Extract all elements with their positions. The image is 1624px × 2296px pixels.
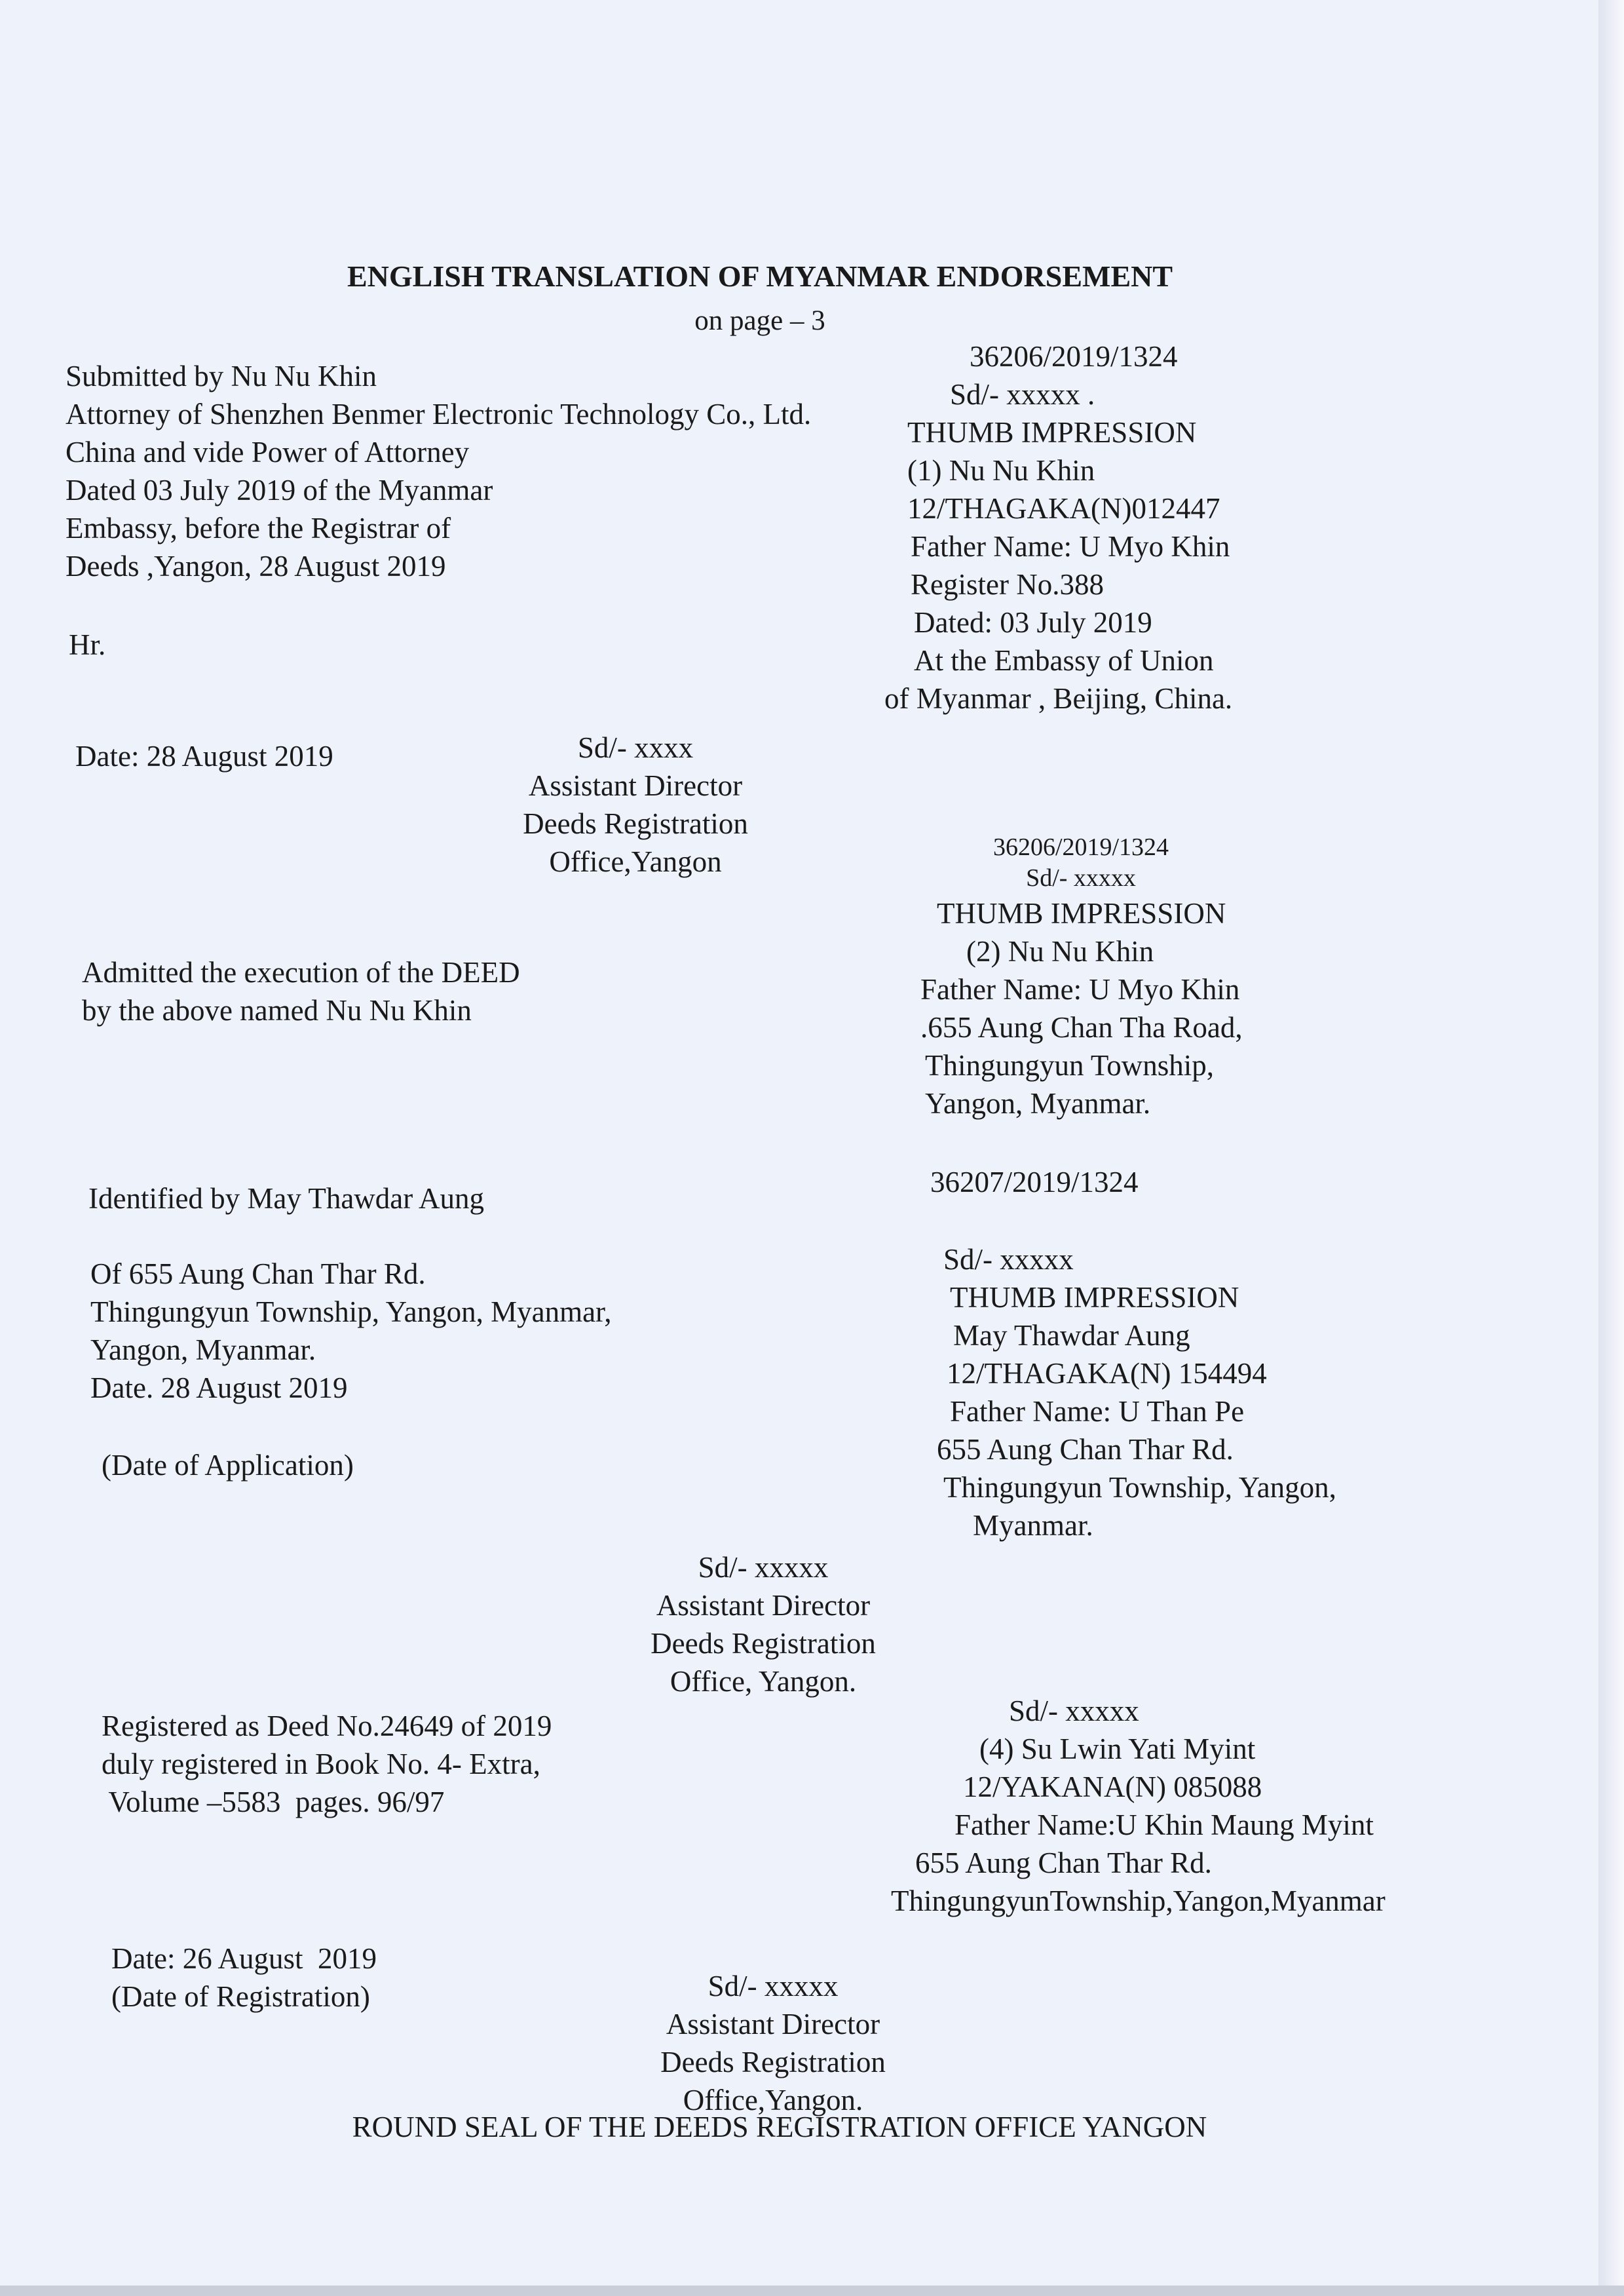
address-line: Date. 28 August 2019 [90,1371,348,1404]
thumb-line: Myanmar. [973,1509,1093,1542]
thumb-number: 36207/2019/1324 [930,1166,1139,1198]
address-line: Thingungyun Township, Yangon, Myanmar, [90,1295,612,1328]
admitted-line: by the above named Nu Nu Khin [82,994,472,1027]
thumb-line: (1) Nu Nu Khin [907,454,1095,487]
officer-signature-1 [485,729,786,881]
officer-line: Sd/- xxxx [577,731,694,764]
submission-line: Deeds ,Yangon, 28 August 2019 [66,550,446,583]
thumb-line: Dated: 03 July 2019 [914,606,1152,639]
officer-line: Assistant Director [528,769,743,802]
thumb-header-line: 36206/2019/1324 [992,833,1169,861]
registration-line: Date: 26 August 2019 [111,1942,377,1975]
thumb-header-line: Sd/- xxxxx [1026,864,1136,892]
thumb-line: Father Name:U Khin Maung Myint [954,1808,1374,1841]
thumb-line: Yangon, Myanmar. [925,1087,1151,1120]
admitted-line: Admitted the execution of the DEED [82,956,520,989]
thumb-line: Father Name: U Myo Khin [920,973,1240,1006]
thumb-line: THUMB IMPRESSION [937,897,1226,930]
thumb-line: 12/THAGAKA(N)012447 [907,492,1220,525]
address-line: Of 655 Aung Chan Thar Rd. [90,1257,426,1290]
officer-line: Office,Yangon [549,845,722,878]
date-1 [75,737,333,775]
thumb-line: Sd/- xxxxx [943,1243,1074,1276]
thumb-line: THUMB IMPRESSION [907,416,1197,449]
registered-block [102,1707,552,1821]
admitted-block [82,953,520,1029]
officer-line: Sd/- xxxxx [698,1551,829,1584]
hr-text: Hr. [69,628,106,661]
identified-address [90,1255,611,1407]
thumb-line: ThingungyunTownship,Yangon,Myanmar [891,1885,1386,1917]
thumb-line: 655 Aung Chan Thar Rd. [937,1433,1234,1466]
submission-block [66,357,811,585]
officer-line: Sd/- xxxxx [708,1970,839,2002]
thumb-line: .655 Aung Chan Tha Road, [920,1011,1243,1044]
submission-line: Attorney of Shenzhen Benmer Electronic Technology Co., Ltd. [66,398,812,430]
thumb-line: Sd/- xxxxx . [950,378,1095,411]
submission-line: Submitted by Nu Nu Khin [66,360,377,392]
hr-label [69,626,105,664]
submission-line: Dated 03 July 2019 of the Myanmar [66,474,493,507]
registered-line: duly registered in Book No. 4- Extra, [102,1748,540,1780]
thumb-line: THUMB IMPRESSION [950,1281,1239,1314]
page-bottom-edge [0,2286,1624,2296]
thumb-line: 12/THAGAKA(N) 154494 [947,1357,1267,1390]
officer-signature-3 [622,1967,924,2119]
thumb-line: Sd/- xxxxx [1009,1694,1139,1727]
round-seal-footer: ROUND SEAL OF THE DEEDS REGISTRATION OFFICE YANGON [352,2111,1207,2143]
thumb-impression-3-number [930,1163,1139,1201]
thumb-line: (2) Nu Nu Khin [966,935,1154,968]
date-of-application-text: (Date of Application) [102,1449,354,1482]
date-of-registration [111,1940,377,2016]
thumb-line: (4) Su Lwin Yati Myint [979,1732,1256,1765]
date-of-application [102,1446,354,1484]
officer-line: Assistant Director [656,1589,871,1622]
thumb-line: Thingungyun Township, [925,1049,1215,1082]
thumb-impression-2 [917,894,1243,1122]
officer-line: Deeds Registration [651,1627,876,1660]
identified-by [88,1179,484,1217]
date-text: Date: 28 August 2019 [75,740,333,773]
officer-line: Deeds Registration [523,807,748,840]
thumb-impression-2-header [943,831,1218,892]
registered-line: Registered as Deed No.24649 of 2019 [102,1710,552,1742]
thumb-line: Register No.388 [911,568,1104,601]
thumb-line: of Myanmar , Beijing, China. [884,682,1233,715]
document-subtitle: on page – 3 [694,305,825,336]
page-edge [1598,0,1624,2296]
thumb-line: 36206/2019/1324 [970,340,1178,373]
address-line: Yangon, Myanmar. [90,1333,316,1366]
thumb-line: 655 Aung Chan Thar Rd. [915,1846,1212,1879]
thumb-line: At the Embassy of Union [914,644,1214,677]
officer-line: Deeds Registration [660,2046,886,2078]
submission-line: Embassy, before the Registrar of [66,512,451,545]
officer-line: Office, Yangon. [670,1665,857,1698]
thumb-impression-4 [891,1692,1386,1920]
document-title: ENGLISH TRANSLATION OF MYANMAR ENDORSEMENT [347,259,1173,293]
officer-line: Assistant Director [666,2008,880,2040]
thumb-line: 12/YAKANA(N) 085088 [963,1770,1262,1803]
identified-text: Identified by May Thawdar Aung [88,1182,485,1215]
officer-line: Office,Yangon. [683,2084,863,2116]
officer-signature-2 [613,1548,914,1700]
submission-line: China and vide Power of Attorney [66,436,470,469]
thumb-line: Thingungyun Township, Yangon, [943,1471,1336,1504]
registration-line: (Date of Registration) [111,1980,370,2013]
thumb-line: Father Name: U Than Pe [950,1395,1245,1428]
registered-line: Volume –5583 pages. 96/97 [102,1786,445,1818]
thumb-line: May Thawdar Aung [953,1319,1190,1352]
thumb-impression-3 [937,1240,1336,1544]
thumb-line: Father Name: U Myo Khin [911,530,1230,563]
thumb-impression-1 [884,337,1232,718]
